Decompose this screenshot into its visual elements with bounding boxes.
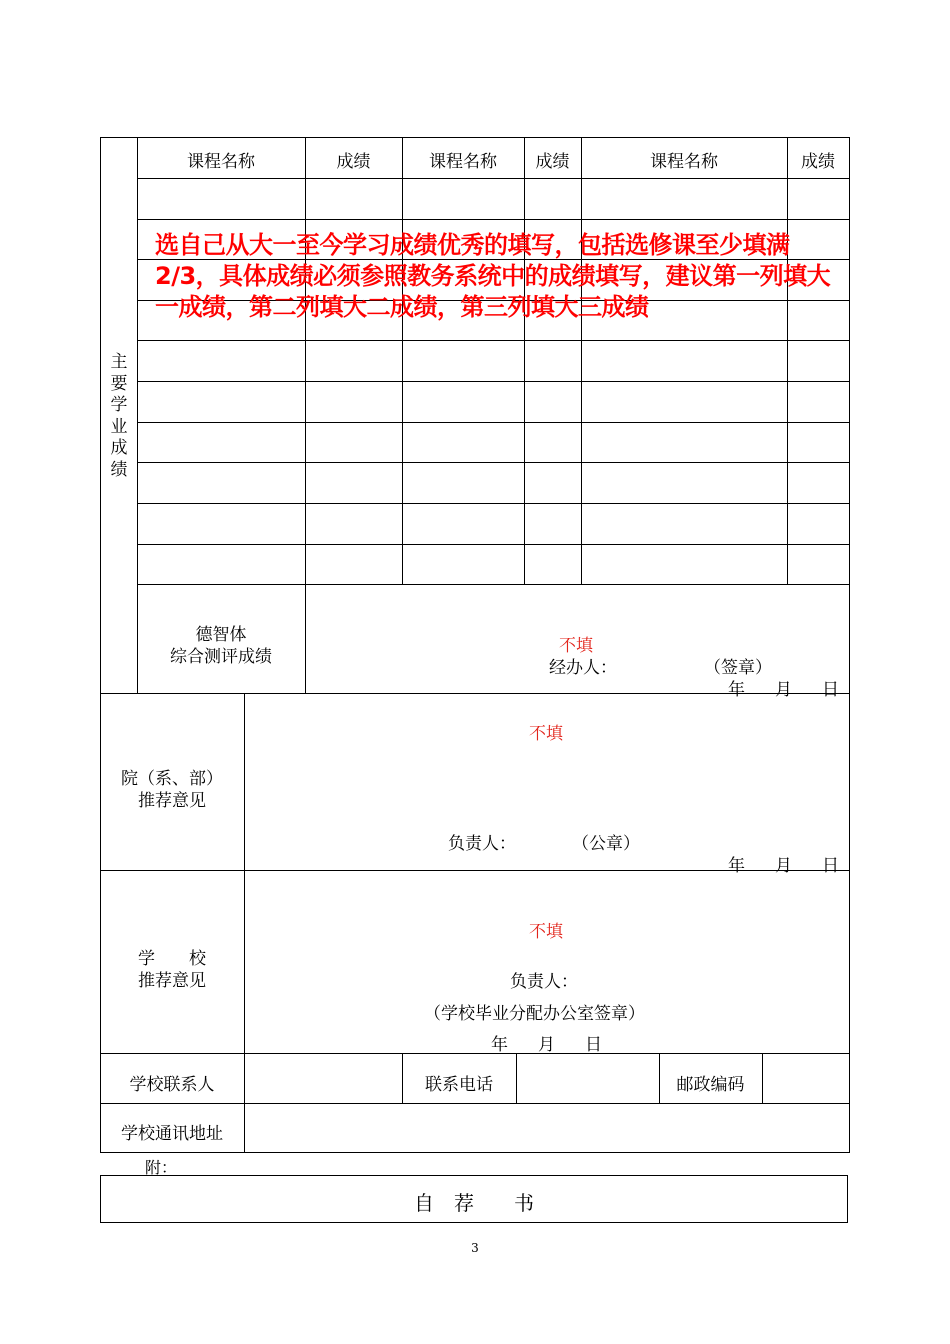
moral-eval-label-2: 综合测评成绩 [170, 647, 272, 667]
dept-opinion-label-2: 推荐意见 [138, 791, 206, 811]
moral-eval-date: 年 月 日 [728, 680, 839, 700]
school-opinion-label-1: 学 校 [138, 949, 206, 969]
school-opinion-label-2: 推荐意见 [138, 971, 206, 991]
school-contact-person-label: 学校联系人 [129, 1075, 215, 1095]
header-score-3: 成绩 [801, 152, 835, 172]
school-opinion-responsible-label: 负责人： [510, 972, 578, 992]
dept-opinion-seal-label: （公章） [572, 834, 640, 854]
dept-opinion-responsible-label: 负责人： [448, 834, 516, 854]
dept-opinion-label-1: 院（系、部） [121, 769, 223, 789]
header-score-1: 成绩 [336, 152, 371, 172]
grades-instruction-note: 选自己从大一至今学习成绩优秀的填写，包括选修课至少填满2/3，具体成绩必须参照教务系统中的成绩填写，建议第一列填大一成绩，第二列填大二成绩，第三列填大三成绩 [155, 231, 831, 321]
header-course-name-3: 课程名称 [650, 152, 718, 172]
page-number: 3 [471, 1241, 479, 1255]
dept-opinion-date: 年 月 日 [728, 856, 839, 876]
dept-opinion-note: 不填 [529, 724, 563, 744]
moral-eval-label-1: 德智体 [195, 625, 247, 645]
moral-eval-handler-label: 经办人： [549, 658, 617, 678]
header-course-name-2: 课程名称 [429, 152, 497, 172]
school-opinion-date: 年 月 日 [491, 1035, 602, 1055]
attachment-label: 附： [145, 1158, 178, 1177]
school-opinion-office-seal: （学校毕业分配办公室签章） [424, 1004, 645, 1024]
school-opinion-note: 不填 [529, 922, 563, 942]
header-score-2: 成绩 [535, 152, 570, 172]
self-recommendation-title: 自 荐 书 [414, 1191, 534, 1215]
moral-eval-seal-label: （签章） [704, 658, 772, 678]
moral-eval-note: 不填 [559, 636, 593, 656]
main-grades-side-label: 主 要 学 业 成 绩 [110, 352, 128, 480]
contact-phone-label: 联系电话 [425, 1075, 493, 1095]
postcode-label: 邮政编码 [676, 1075, 745, 1095]
header-course-name-1: 课程名称 [187, 152, 255, 172]
school-address-label: 学校通讯地址 [121, 1124, 223, 1144]
